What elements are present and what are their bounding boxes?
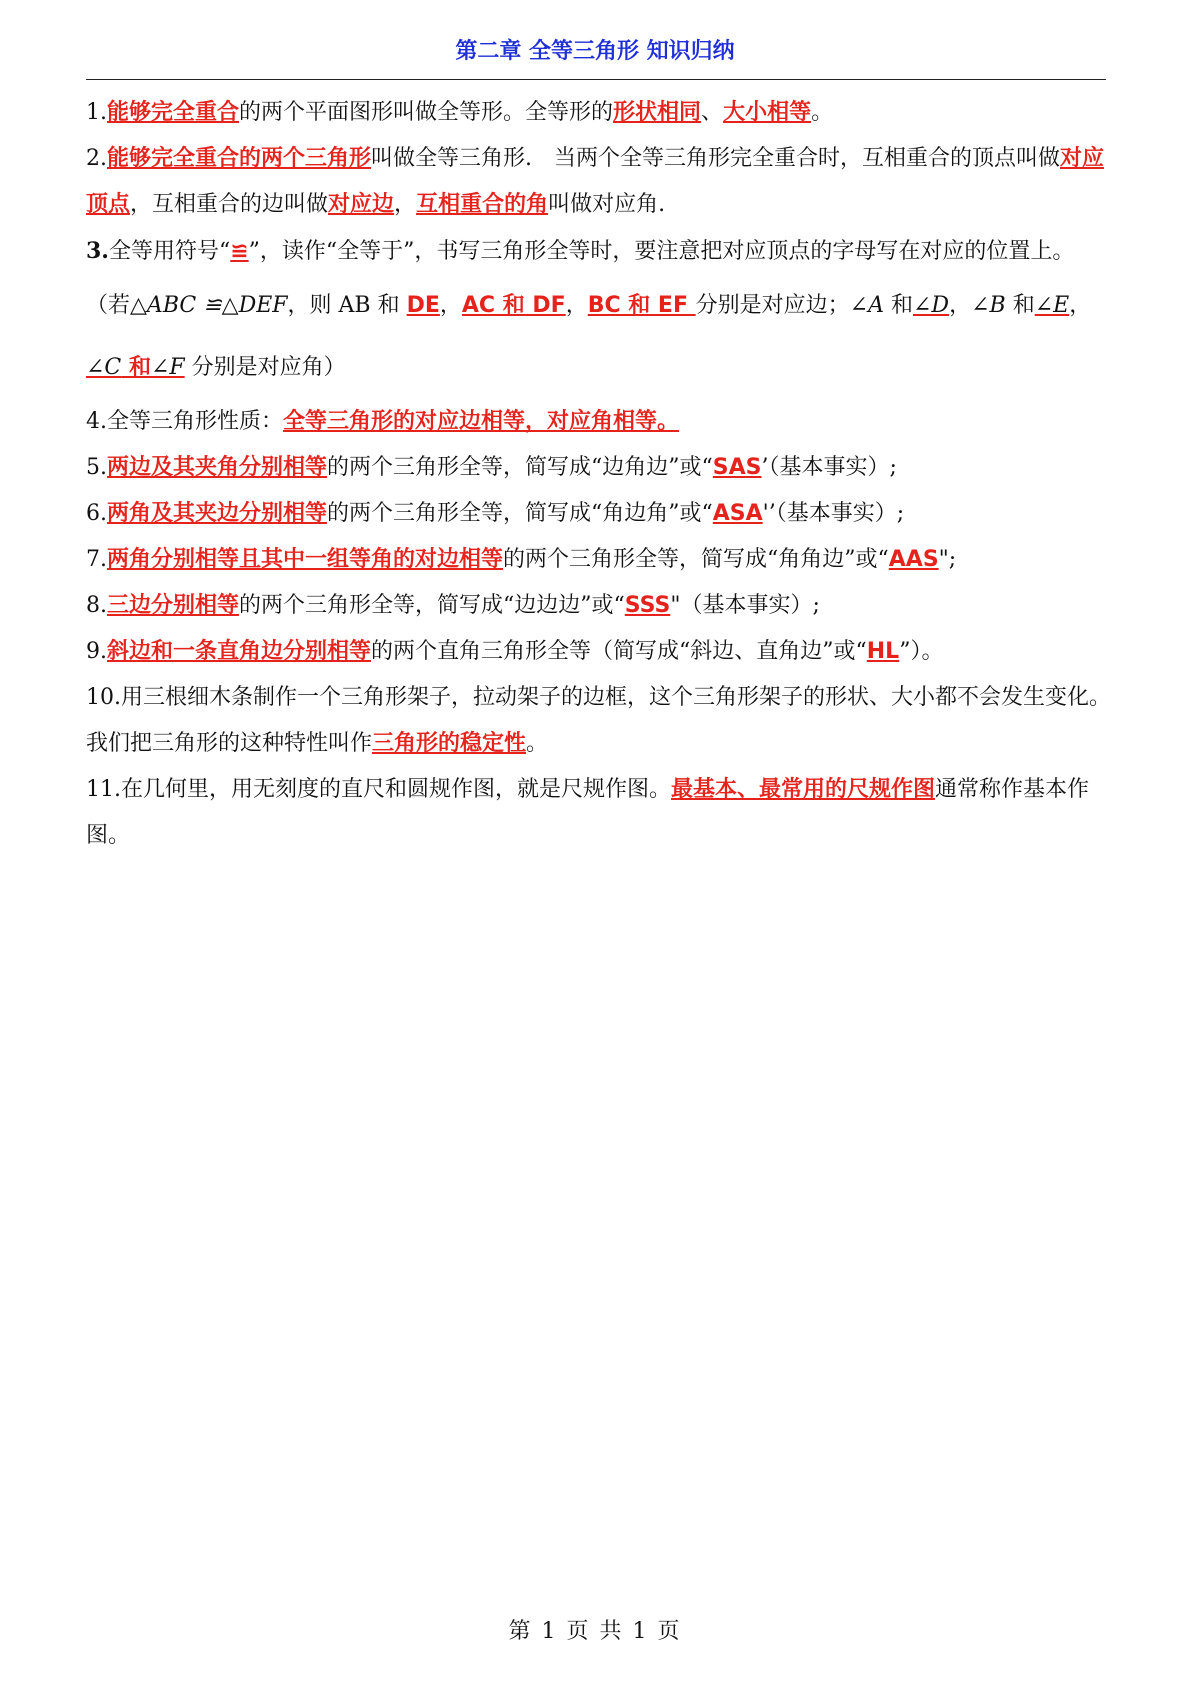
- answer-blank: 三边分别相等: [107, 593, 240, 618]
- math-answer: ∠C: [86, 355, 122, 380]
- body-text: 、: [701, 100, 724, 125]
- body-text: 叫做对应角.: [548, 192, 666, 217]
- item-number: 6.: [86, 501, 107, 526]
- item-number: 1.: [86, 100, 107, 125]
- answer-blank: 对应边: [328, 192, 395, 217]
- item-number: 10.: [86, 685, 121, 710]
- body-text: ，则 AB 和: [287, 293, 407, 318]
- body-text: 分别是对应角）: [184, 355, 346, 380]
- answer-blank: 能够完全重合: [107, 100, 240, 125]
- item-10: [86, 675, 1123, 767]
- answer-blank: BC 和 EF: [587, 293, 696, 318]
- body-text: 。: [811, 100, 834, 125]
- body-text: ";: [938, 547, 957, 572]
- body-text: 和: [884, 293, 913, 318]
- item-number: 11.: [86, 777, 121, 802]
- math-expression: ∠A: [849, 293, 884, 318]
- body-text: 在几何里，用无刻度的直尺和圆规作图，就是尺规作图。: [121, 777, 672, 802]
- answer-blank: 两角及其夹边分别相等: [107, 501, 328, 526]
- answer-blank: DE: [406, 293, 440, 318]
- item-1: [86, 90, 1106, 136]
- item-6: [86, 491, 1106, 537]
- body-text: 的两个三角形全等，简写成“边边边”或“: [239, 593, 625, 618]
- answer-blank: 全等三角形的对应边相等，对应角相等。: [283, 409, 680, 434]
- body-text: ，: [949, 293, 972, 318]
- body-text: 叫做全等三角形. 当两个全等三角形完全重合时，互相重合的顶点叫做: [371, 146, 1061, 171]
- item-number: 9.: [86, 639, 107, 664]
- item-2: [86, 136, 1106, 228]
- body-text: 的两个三角形全等，简写成“角角边”或“: [503, 547, 889, 572]
- answer-blank: 互相重合的角: [416, 192, 549, 217]
- body-text: ”，读作“全等于”，书写三角形全等时，要注意把对应顶点的字母写在对应的位置上。: [248, 239, 1075, 264]
- answer-blank: 形状相同: [613, 100, 702, 125]
- item-number: 2.: [86, 146, 107, 171]
- item-number: 8.: [86, 593, 107, 618]
- answer-blank: 和: [121, 355, 151, 380]
- body-text: （若: [86, 293, 131, 318]
- body-text: 的两个平面图形叫做全等形。全等形的: [239, 100, 614, 125]
- body-text: ，互相重合的边叫做: [130, 192, 329, 217]
- math-answer: ∠D: [913, 293, 950, 318]
- item-5: [86, 445, 1106, 491]
- body-text: '’（基本事实）;: [762, 501, 905, 526]
- item-number: 7.: [86, 547, 107, 572]
- item-3-example: [86, 275, 1106, 399]
- answer-blank: 三角形的稳定性: [372, 731, 527, 756]
- answer-blank: 最基本、最常用的尺规作图: [671, 777, 936, 802]
- item-number: 5.: [86, 455, 107, 480]
- body-text: ，: [565, 293, 588, 318]
- answer-blank: 对应顶点: [86, 146, 1105, 217]
- item-11: [86, 767, 1106, 859]
- item-8: [86, 583, 1106, 629]
- body-text: ”）。: [899, 639, 944, 664]
- answer-blank: 两角分别相等且其中一组等角的对边相等: [107, 547, 504, 572]
- body-text: 全等三角形性质：: [107, 409, 284, 434]
- body-text: 和: [1005, 293, 1035, 318]
- body-text: 通常称作基本作图。: [86, 777, 1090, 848]
- item-number: 3.: [86, 238, 109, 264]
- answer-blank: 斜边和一条直角边分别相等: [107, 639, 372, 664]
- body-text: ’（基本事实）;: [761, 455, 897, 480]
- body-text: "（基本事实）;: [670, 593, 820, 618]
- body-text: ，: [1069, 293, 1092, 318]
- math-answer: ∠F: [150, 355, 185, 380]
- answer-blank: 大小相等: [723, 100, 812, 125]
- answer-blank: 两边及其夹角分别相等: [107, 455, 328, 480]
- page-footer: 第 1 页 共 1 页: [508, 1619, 682, 1644]
- item-3: [86, 228, 1106, 275]
- body-text: ，: [439, 293, 462, 318]
- page-title: 第二章 全等三角形 知识归纳: [455, 39, 735, 64]
- math-answer: ∠E: [1034, 293, 1070, 318]
- body-text: 全等用符号“: [108, 239, 231, 264]
- body-text: 分别是对应边；: [695, 293, 850, 318]
- math-expression: △ABC ≌△DEF: [130, 293, 288, 318]
- body-text: 用三根细木条制作一个三角形架子，拉动架子的边框，这个三角形架子的形状、大小都不会发生变化。 我们把三角形的这种特性叫作: [86, 685, 1123, 756]
- math-expression: ∠B: [971, 293, 1006, 318]
- body-text: ，: [394, 192, 417, 217]
- answer-blank: SAS: [712, 455, 762, 480]
- answer-blank: HL: [866, 639, 900, 664]
- answer-blank: AC 和 DF: [461, 293, 566, 318]
- item-4: [86, 399, 1106, 445]
- header-rule: [86, 79, 1106, 80]
- document-body: [86, 90, 1123, 859]
- answer-blank: ≌: [230, 239, 249, 264]
- answer-blank: 能够完全重合的两个三角形: [107, 146, 372, 171]
- body-text: 的两个直角三角形全等（简写成“斜边、直角边”或“: [371, 639, 867, 664]
- body-text: 。: [526, 731, 549, 756]
- answer-blank: SSS: [624, 593, 671, 618]
- body-text: 的两个三角形全等，简写成“边角边”或“: [327, 455, 713, 480]
- item-9: [86, 629, 1106, 675]
- answer-blank: ASA: [712, 501, 763, 526]
- item-7: [86, 537, 1106, 583]
- body-text: 的两个三角形全等，简写成“角边角”或“: [327, 501, 713, 526]
- answer-blank: AAS: [888, 547, 939, 572]
- item-number: 4.: [86, 409, 107, 434]
